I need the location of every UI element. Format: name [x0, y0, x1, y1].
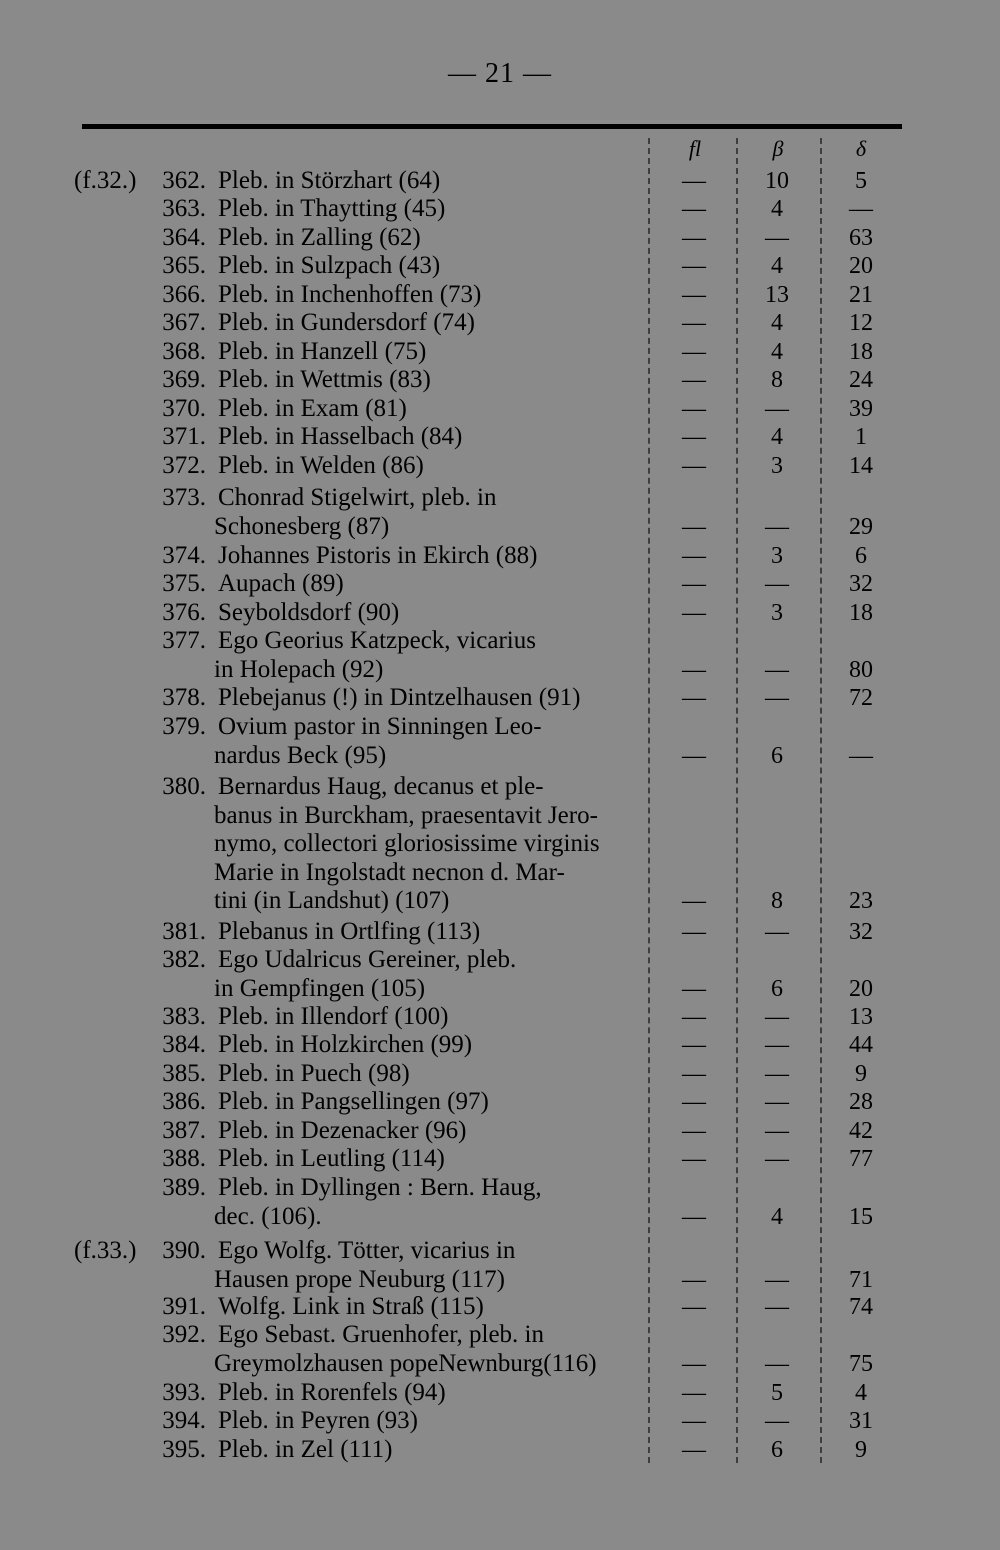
entry-line: [0, 1436, 1000, 1464]
amount-shilling: 8: [771, 367, 783, 393]
entry-line: [0, 773, 1000, 801]
page-number: — 21 —: [448, 58, 552, 89]
entry-line: [0, 946, 1000, 974]
amount-shilling: —: [765, 1118, 789, 1144]
entry-text: Pleb. in Hasselbach (84): [218, 423, 463, 450]
amount-denar: 6: [855, 543, 867, 569]
entry-text: in Gempfingen (105): [214, 974, 426, 1002]
entry-line: [0, 1203, 1000, 1231]
entry-text: nymo, collectori gloriosissime virginis: [214, 830, 600, 858]
amount-florin: —: [682, 1032, 706, 1058]
amount-denar: 14: [849, 453, 873, 479]
amount-denar: 28: [849, 1089, 873, 1115]
entry-number: 373.: [162, 484, 206, 511]
entry-line: [0, 484, 1000, 512]
amount-florin: —: [682, 888, 706, 915]
amount-shilling: 4: [771, 253, 783, 279]
entry-number: 385.: [162, 1060, 206, 1087]
amount-florin: —: [682, 225, 706, 251]
entry-text: Pleb. in Exam (81): [218, 395, 407, 422]
amount-florin: —: [682, 600, 706, 626]
amount-florin: —: [682, 196, 706, 222]
entry-line: [0, 859, 1000, 887]
entry-number: 382.: [162, 946, 206, 973]
entry-number: 376.: [162, 599, 206, 626]
amount-florin: —: [682, 1203, 706, 1230]
amount-denar: 74: [849, 1294, 873, 1320]
entry-line: [0, 281, 1000, 309]
amount-shilling: 4: [771, 1203, 783, 1230]
amount-florin: —: [682, 253, 706, 279]
entry-line: [0, 1060, 1000, 1088]
entry-text: dec. (106).: [214, 1202, 322, 1230]
entry-number: 365.: [162, 252, 206, 279]
amount-shilling: —: [765, 656, 789, 683]
amount-denar: 39: [849, 396, 873, 422]
entry-line: [0, 309, 1000, 337]
entry-line: [0, 713, 1000, 741]
amount-denar: 44: [849, 1032, 873, 1058]
entry-number: 364.: [162, 224, 206, 251]
entry-number: 378.: [162, 684, 206, 711]
entry-number: 388.: [162, 1145, 206, 1172]
entry-text: Wolfg. Link in Straß (115): [218, 1293, 484, 1320]
amount-shilling: —: [765, 1061, 789, 1087]
entry-text: Plebanus in Ortlfing (113): [218, 918, 481, 945]
entry-line: [0, 195, 1000, 223]
entry-line: [0, 1003, 1000, 1031]
amount-shilling: 5: [771, 1380, 783, 1406]
entry-line: [0, 570, 1000, 598]
amount-florin: —: [682, 1118, 706, 1144]
entry-text: Pleb. in Thaytting (45): [218, 195, 446, 222]
entry-line: [0, 513, 1000, 541]
column-header-fl: fl: [688, 136, 702, 161]
amount-denar: 24: [849, 367, 873, 393]
entry-text: Bernardus Haug, decanus et ple-: [218, 773, 544, 800]
column-header-beta: β: [772, 136, 784, 161]
entry-text: Ego Sebast. Gruenhofer, pleb. in: [218, 1321, 545, 1348]
entry-text: Pleb. in Dezenacker (96): [218, 1117, 467, 1144]
entry-line: [0, 1266, 1000, 1294]
entry-line: [0, 627, 1000, 655]
entry-number: 368.: [162, 338, 206, 365]
entry-text: Pleb. in Zel (111): [218, 1436, 393, 1463]
amount-denar: 9: [855, 1437, 867, 1463]
entry-line: [0, 452, 1000, 480]
entry-text: Johannes Pistoris in Ekirch (88): [218, 542, 538, 569]
amount-florin: —: [682, 1380, 706, 1406]
entry-text: Pleb. in Pangsellingen (97): [218, 1088, 489, 1115]
entry-number: 380.: [162, 773, 206, 800]
entry-text: Pleb. in Holzkirchen (99): [218, 1031, 473, 1058]
entry-number: 375.: [162, 570, 206, 597]
amount-denar: 21: [849, 282, 873, 308]
entry-number: 386.: [162, 1088, 206, 1115]
folio-reference: (f.32.): [74, 167, 137, 194]
amount-florin: —: [682, 975, 706, 1002]
amount-florin: —: [682, 1089, 706, 1115]
column-header-delta: δ: [855, 136, 867, 161]
amount-florin: —: [682, 310, 706, 336]
entry-number: 395.: [162, 1436, 206, 1463]
entry-line: [0, 1321, 1000, 1349]
entry-text: banus in Burckham, praesentavit Jero-: [214, 801, 598, 829]
entry-text: Chonrad Stigelwirt, pleb. in: [218, 484, 497, 511]
entry-number: 383.: [162, 1003, 206, 1030]
entry-line: [0, 684, 1000, 712]
entry-text: Pleb. in Sulzpach (43): [218, 252, 441, 279]
entry-number: 392.: [162, 1321, 206, 1348]
amount-florin: —: [682, 1437, 706, 1463]
amount-florin: —: [682, 396, 706, 422]
amount-denar: 29: [849, 513, 873, 540]
amount-shilling: —: [765, 1408, 789, 1434]
entry-text: Ego Wolfg. Tötter, vicarius in: [218, 1237, 516, 1264]
entry-text: Greymolzhausen popeNewnburg(116): [214, 1349, 597, 1377]
amount-denar: 80: [849, 656, 873, 683]
entry-line: [0, 1117, 1000, 1145]
amount-florin: —: [682, 1294, 706, 1320]
entry-line: [0, 887, 1000, 915]
entry-line: [0, 224, 1000, 252]
amount-florin: —: [682, 453, 706, 479]
amount-shilling: —: [765, 919, 789, 945]
entry-text: Pleb. in Gundersdorf (74): [218, 309, 475, 336]
entry-line: [0, 975, 1000, 1003]
amount-denar: 75: [849, 1350, 873, 1377]
amount-denar: 9: [855, 1061, 867, 1087]
amount-florin: —: [682, 424, 706, 450]
entry-text: Pleb. in Wettmis (83): [218, 366, 431, 393]
amount-florin: —: [682, 513, 706, 540]
entry-text: Plebejanus (!) in Dintzelhausen (91): [218, 684, 581, 711]
entry-text: Seyboldsdorf (90): [218, 599, 400, 626]
amount-florin: —: [682, 571, 706, 597]
entry-text: Pleb. in Rorenfels (94): [218, 1379, 446, 1406]
amount-florin: —: [682, 1061, 706, 1087]
amount-denar: 71: [849, 1266, 873, 1293]
entry-line: [0, 1407, 1000, 1435]
amount-denar: 1: [855, 424, 867, 450]
entry-line: [0, 423, 1000, 451]
amount-florin: —: [682, 543, 706, 569]
entry-line: [0, 1350, 1000, 1378]
amount-florin: —: [682, 1266, 706, 1293]
amount-florin: —: [682, 282, 706, 308]
entry-number: 390.: [162, 1237, 206, 1264]
amount-shilling: —: [765, 685, 789, 711]
entry-text: Ego Udalricus Gereiner, pleb.: [218, 946, 517, 973]
amount-denar: 18: [849, 339, 873, 365]
amount-shilling: —: [765, 1350, 789, 1377]
entry-text: Pleb. in Illendorf (100): [218, 1003, 449, 1030]
amount-denar: 42: [849, 1118, 873, 1144]
amount-denar: 13: [849, 1004, 873, 1030]
entry-number: 369.: [162, 366, 206, 393]
amount-shilling: 3: [771, 543, 783, 569]
amount-denar: 32: [849, 919, 873, 945]
amount-florin: —: [682, 1350, 706, 1377]
entry-line: [0, 918, 1000, 946]
entry-line: [0, 1031, 1000, 1059]
entry-number: 393.: [162, 1379, 206, 1406]
entry-text: Pleb. in Zalling (62): [218, 224, 421, 251]
entry-number: 374.: [162, 542, 206, 569]
amount-shilling: —: [765, 571, 789, 597]
entry-text: tini (in Landshut) (107): [214, 887, 450, 915]
amount-shilling: —: [765, 1294, 789, 1320]
entry-text: Hausen prope Neuburg (117): [214, 1265, 505, 1293]
amount-florin: —: [682, 742, 706, 769]
entry-number: 384.: [162, 1031, 206, 1058]
entry-text: Aupach (89): [218, 570, 344, 597]
entry-line: [0, 802, 1000, 830]
entry-text: Ovium pastor in Sinningen Leo-: [218, 713, 542, 740]
amount-denar: 5: [855, 168, 867, 194]
amount-shilling: —: [765, 1266, 789, 1293]
amount-shilling: 3: [771, 600, 783, 626]
amount-denar: —: [849, 196, 873, 222]
amount-denar: 18: [849, 600, 873, 626]
folio-reference: (f.33.): [74, 1237, 137, 1264]
entry-line: [0, 599, 1000, 627]
amount-florin: —: [682, 656, 706, 683]
entry-text: Pleb. in Inchenhoffen (73): [218, 281, 482, 308]
amount-denar: 63: [849, 225, 873, 251]
amount-shilling: 6: [771, 742, 783, 769]
entry-line: [0, 338, 1000, 366]
entry-number: 372.: [162, 452, 206, 479]
amount-shilling: 6: [771, 975, 783, 1002]
entry-line: [0, 1379, 1000, 1407]
amount-florin: —: [682, 1408, 706, 1434]
entry-line: [0, 366, 1000, 394]
entry-number: 391.: [162, 1293, 206, 1320]
amount-shilling: —: [765, 1004, 789, 1030]
amount-shilling: —: [765, 513, 789, 540]
entry-number: 367.: [162, 309, 206, 336]
entry-text: Pleb. in Störzhart (64): [218, 167, 441, 194]
amount-denar: 31: [849, 1408, 873, 1434]
amount-shilling: 4: [771, 196, 783, 222]
entry-line: [0, 742, 1000, 770]
amount-florin: —: [682, 339, 706, 365]
amount-florin: —: [682, 1004, 706, 1030]
amount-denar: 12: [849, 310, 873, 336]
entry-text: Pleb. in Dyllingen : Bern. Haug,: [218, 1174, 542, 1201]
entry-line: [0, 167, 1000, 195]
entry-line: [0, 1237, 1000, 1265]
amount-shilling: 3: [771, 453, 783, 479]
entry-text: Pleb. in Peyren (93): [218, 1407, 418, 1434]
entry-number: 363.: [162, 195, 206, 222]
entry-line: [0, 542, 1000, 570]
amount-shilling: 4: [771, 339, 783, 365]
amount-shilling: 8: [771, 888, 783, 915]
amount-florin: —: [682, 1146, 706, 1172]
entry-text: Pleb. in Puech (98): [218, 1060, 410, 1087]
entry-number: 394.: [162, 1407, 206, 1434]
amount-denar: 77: [849, 1146, 873, 1172]
amount-denar: —: [849, 742, 873, 769]
entry-number: 371.: [162, 423, 206, 450]
amount-florin: —: [682, 367, 706, 393]
amount-denar: 32: [849, 571, 873, 597]
entry-line: [0, 1145, 1000, 1173]
entry-text: Ego Georius Katzpeck, vicarius: [218, 627, 536, 654]
amount-shilling: —: [765, 1146, 789, 1172]
entry-text: Pleb. in Leutling (114): [218, 1145, 445, 1172]
entry-text: nardus Beck (95): [214, 741, 387, 769]
entry-line: [0, 1088, 1000, 1116]
amount-shilling: 4: [771, 310, 783, 336]
amount-shilling: 10: [765, 168, 789, 194]
entry-line: [0, 395, 1000, 423]
amount-florin: —: [682, 685, 706, 711]
amount-denar: 4: [855, 1380, 867, 1406]
entry-text: Pleb. in Welden (86): [218, 452, 424, 479]
entry-number: 389.: [162, 1174, 206, 1201]
entry-number: 366.: [162, 281, 206, 308]
entry-number: 377.: [162, 627, 206, 654]
entry-line: [0, 252, 1000, 280]
entry-text: Marie in Ingolstadt necnon d. Mar-: [214, 858, 565, 886]
entry-line: [0, 1293, 1000, 1321]
entry-line: [0, 1174, 1000, 1202]
entry-text: Pleb. in Hanzell (75): [218, 338, 427, 365]
amount-denar: 72: [849, 685, 873, 711]
amount-shilling: 4: [771, 424, 783, 450]
entry-number: 387.: [162, 1117, 206, 1144]
amount-florin: —: [682, 919, 706, 945]
entry-number: 379.: [162, 713, 206, 740]
entry-number: 381.: [162, 918, 206, 945]
entry-line: [0, 656, 1000, 684]
entry-text: Schonesberg (87): [214, 512, 390, 540]
entry-text: in Holepach (92): [214, 655, 384, 683]
amount-shilling: —: [765, 225, 789, 251]
entry-number: 362.: [162, 167, 206, 194]
amount-denar: 20: [849, 253, 873, 279]
amount-florin: —: [682, 168, 706, 194]
amount-shilling: —: [765, 1089, 789, 1115]
amount-denar: 23: [849, 888, 873, 915]
entry-line: [0, 830, 1000, 858]
amount-shilling: 6: [771, 1437, 783, 1463]
amount-shilling: —: [765, 1032, 789, 1058]
entry-number: 370.: [162, 395, 206, 422]
amount-denar: 15: [849, 1203, 873, 1230]
amount-shilling: 13: [765, 282, 789, 308]
amount-shilling: —: [765, 396, 789, 422]
amount-denar: 20: [849, 975, 873, 1002]
